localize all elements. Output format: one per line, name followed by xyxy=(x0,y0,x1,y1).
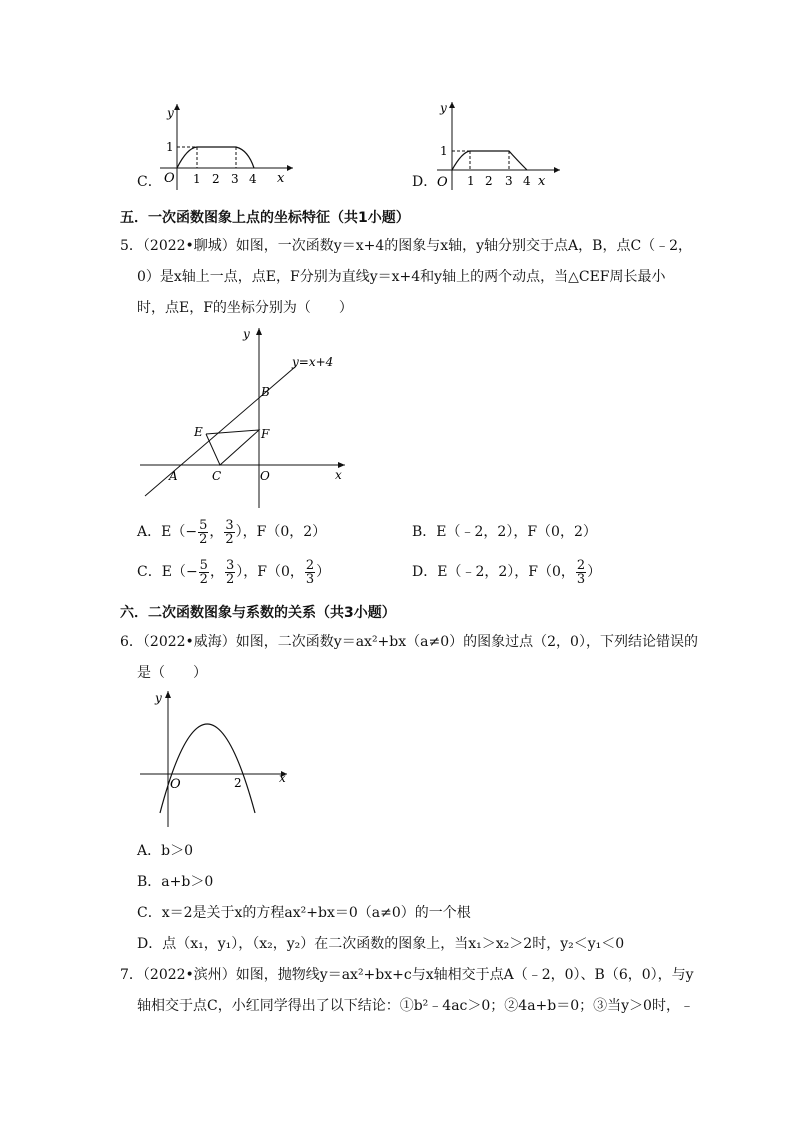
q6-option-d[interactable]: D．点（x₁，y₁），（x₂，y₂）在二次函数的图象上，当x₁＞x₂＞2时，y₂＜y₁＜0 xyxy=(137,936,625,952)
option-d-label: D． xyxy=(412,174,438,190)
q6-line-2: 是（ ） xyxy=(137,665,207,681)
x-tick-1: 1 xyxy=(467,174,475,188)
option-c-suffix: ） xyxy=(316,564,331,580)
y-axis-label: y xyxy=(440,101,447,115)
y-axis-label: y xyxy=(243,327,250,341)
option-c-graph-block xyxy=(135,100,295,192)
x-tick-1: 1 xyxy=(193,172,201,186)
q6-option-b[interactable]: B．a+b＞0 xyxy=(137,874,214,890)
section-5-heading: 五．一次函数图象上点的坐标特征（共1小题） xyxy=(120,210,410,226)
q5-option-d[interactable] xyxy=(412,557,601,587)
x-tick-2: 2 xyxy=(485,174,493,188)
x-tick-3: 3 xyxy=(505,174,513,188)
option-a-prefix: A．E（ xyxy=(137,524,186,540)
q6-line-1: 6．（2022•威海）如图，二次函数y＝ax²+bx（a≠0）的图象过点（2，0），下列结论错误的 xyxy=(120,634,698,650)
y-axis-label: y xyxy=(167,106,174,120)
x-tick-4: 4 xyxy=(523,174,531,188)
fraction: $\frac{2}{3}$ xyxy=(576,557,586,587)
option-d-graph-block xyxy=(412,98,572,192)
x-axis-label: x xyxy=(279,771,286,785)
q6-option-c[interactable]: C．x＝2是关于x的方程ax²+bx＝0（a≠0）的一个根 xyxy=(137,905,471,921)
q5-line-3: 时，点E，F的坐标分别为（ ） xyxy=(137,300,353,316)
point-a-label: A xyxy=(169,469,178,483)
point-f-label: F xyxy=(261,427,270,441)
option-d-graph xyxy=(432,98,572,192)
fraction: $\frac{2}{3}$ xyxy=(305,557,315,587)
q5-option-c[interactable] xyxy=(137,557,330,587)
option-c-middle: ），F（0， xyxy=(236,564,304,580)
x-axis-label: x xyxy=(335,468,342,482)
q5-figure xyxy=(135,322,355,512)
q7-line-2: 轴相交于点C，小红同学得出了以下结论：①b²﹣4ac＞0；②4a+b＝0；③当y＞0时，﹣ xyxy=(137,998,694,1014)
q6-option-a[interactable]: A．b＞0 xyxy=(137,843,193,859)
q7-line-1: 7．（2022•滨州）如图，抛物线y＝ax²+bx+c与x轴相交于点A（﹣2，0）、B（6，0），与y xyxy=(120,967,694,983)
option-a-suffix: ），F（0，2） xyxy=(235,524,327,540)
option-c-graph xyxy=(155,100,295,192)
point-b-label: B xyxy=(261,385,270,399)
separator: ， xyxy=(209,524,224,540)
fraction: $\frac{3}{2}$ xyxy=(225,557,235,587)
x-tick-3: 3 xyxy=(231,172,239,186)
y-axis-label: y xyxy=(155,691,162,705)
option-d-suffix: ） xyxy=(587,564,602,580)
fraction: $\frac{3}{2}$ xyxy=(225,517,234,547)
x-tick-2: 2 xyxy=(212,172,220,186)
separator: ， xyxy=(209,564,224,580)
point-c-label: C xyxy=(212,469,222,483)
x-tick-4: 4 xyxy=(249,172,257,186)
line-equation-label: y=x+4 xyxy=(292,355,334,369)
origin-label: O xyxy=(437,175,448,190)
origin-label: O xyxy=(170,777,181,792)
y-tick-1: 1 xyxy=(166,140,174,154)
point-e-label: E xyxy=(194,425,203,439)
section-6-heading: 六．二次函数图象与系数的关系（共3小题） xyxy=(120,605,396,621)
origin-label: O xyxy=(260,469,270,483)
q5-line-1: 5．（2022•聊城）如图，一次函数y＝x+4的图象与x轴，y轴分别交于点A，B，点C（﹣2， xyxy=(120,238,693,254)
y-tick-1: 1 xyxy=(440,144,448,158)
minus-sign: − xyxy=(185,564,198,580)
option-c-prefix: C．E（ xyxy=(137,564,186,580)
minus-sign: − xyxy=(185,524,198,540)
x-axis-label: x xyxy=(538,174,546,189)
option-c-label: C． xyxy=(137,174,162,190)
x-intercept-label: 2 xyxy=(234,776,242,790)
q6-figure xyxy=(135,685,295,835)
q5-line-2: 0）是x轴上一点，点E，F分别为直线y＝x+4和y轴上的两个动点，当△CEF周长最小 xyxy=(137,269,666,285)
q5-option-a[interactable] xyxy=(137,517,326,547)
x-axis-label: x xyxy=(277,171,285,186)
option-d-prefix: D．E（﹣2，2），F（0， xyxy=(412,564,575,580)
fraction: $\frac{5}{2}$ xyxy=(199,517,208,547)
q5-option-b[interactable]: B．E（﹣2，2），F（0，2） xyxy=(412,524,597,540)
origin-label: O xyxy=(164,171,175,186)
fraction: $\frac{5}{2}$ xyxy=(199,557,208,587)
